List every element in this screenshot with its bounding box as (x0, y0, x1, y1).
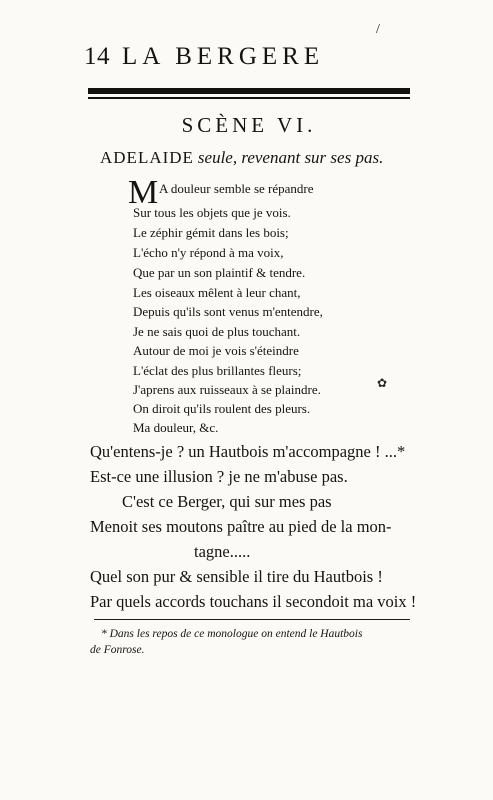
page-number: 14 (84, 43, 110, 70)
stage-direction: seule, revenant sur ses pas. (197, 148, 384, 167)
song-line: L'écho n'y répond à ma voix, (133, 245, 284, 260)
song-line: Depuis qu'ils sont venus m'entendre, (133, 304, 323, 319)
scene-title: SCÈNE VI. (181, 113, 317, 137)
running-head (84, 42, 414, 72)
dialogue-line: Menoit ses moutons paître au pied de la mon- (90, 517, 392, 536)
song-line: Ma douleur, &c. (133, 420, 219, 435)
printer-mark: ✿ (377, 376, 388, 390)
header-rule-thick (88, 88, 410, 94)
song-line: Je ne sais quoi de plus touchant. (133, 324, 301, 339)
speaker-line (100, 147, 383, 169)
song-line: On diroit qu'ils roulent des pleurs. (133, 401, 311, 416)
song-line: Autour de moi je vois s'éteindre (133, 343, 299, 358)
song-line: Sur tous les objets que je vois. (133, 205, 291, 220)
drop-cap: M (128, 174, 159, 211)
dialogue-line: Par quels accords touchans il secondoit ma voix ! (90, 592, 417, 611)
speaker-name: ADELAIDE (100, 148, 194, 167)
song-line-first: A douleur semble se répandre (159, 181, 314, 196)
header-rule-thin (88, 97, 410, 99)
footnote-line: de Fonrose. (90, 644, 145, 656)
song-line: Que par un son plaintif & tendre. (133, 265, 306, 280)
footnote-line: * Dans les repos de ce monologue on entend le Hautbois (101, 628, 363, 640)
margin-stroke: / (376, 22, 380, 37)
song-line: Le zéphir gémit dans les bois; (133, 225, 289, 240)
dialogue-line: tagne..... (194, 542, 251, 561)
song-line: L'éclat des plus brillantes fleurs; (133, 363, 302, 378)
dialogue-line: Est-ce une illusion ? je ne m'abuse pas. (90, 467, 348, 486)
dialogue-line: Quel son pur & sensible il tire du Hautbois ! (90, 567, 383, 586)
footnote-rule (94, 619, 410, 620)
running-title: LA BERGERE (122, 43, 325, 70)
song-line: Les oiseaux mêlent à leur chant, (133, 285, 301, 300)
song-line: J'aprens aux ruisseaux à se plaindre. (133, 382, 321, 397)
dialogue-line: C'est ce Berger, qui sur mes pas (122, 492, 332, 511)
dialogue-line: Qu'entens-je ? un Hautbois m'accompagne ! ...* (90, 442, 406, 461)
